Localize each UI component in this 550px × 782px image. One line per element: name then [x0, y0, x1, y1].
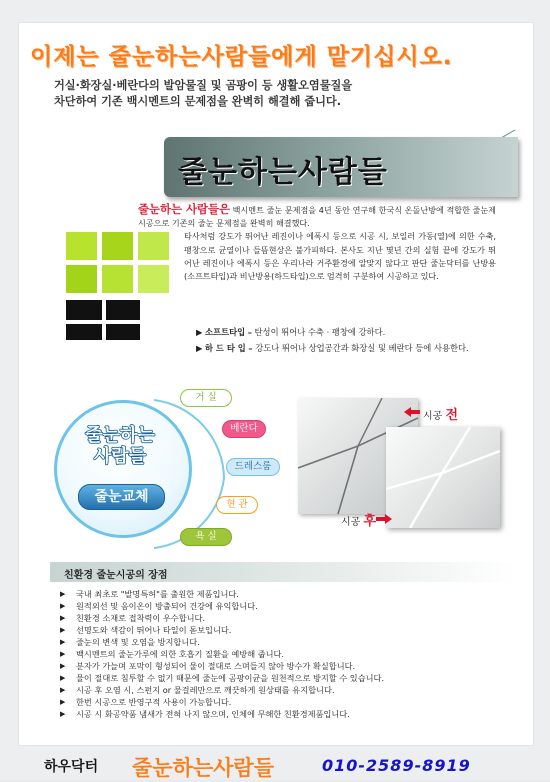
list-item: ▶ 물이 절대로 침투할 수 없기 때문에 줄눈에 곰팡이균을 원천적으로 방지할 수 있습니다. [58, 672, 518, 684]
area-entrance: 현 관 [216, 496, 258, 514]
intro-text [54, 78, 514, 110]
list-item: ▶ 시공 시 화공약품 냄새가 전혀 나지 않으며, 인체에 무해한 친환경제품입니다. [58, 708, 518, 720]
list-item: ▶ 원적외선 및 음이온이 방출되어 건강에 유익합니다. [58, 600, 518, 612]
list-item: ▶ 친환경 소재로 접착력이 우수합니다. [58, 612, 518, 624]
footer [44, 752, 524, 778]
after-label-text: 시공 [341, 517, 361, 528]
circle-title [70, 425, 170, 467]
area-veranda: 베란다 [222, 420, 266, 438]
type-hard: ▶ 하 드 타 입 – 강도나 뛰어나 상업공간과 화장실 및 베란다 등에 사용한다. [196, 342, 506, 355]
after-label [341, 510, 376, 529]
description [138, 203, 496, 283]
service-circle [54, 400, 192, 538]
joint-replace-badge: 줄눈교체 [78, 484, 165, 510]
before-label [423, 404, 458, 423]
before-mark: 전 [445, 408, 459, 423]
footer-brand: 하우닥터 [44, 759, 99, 775]
type-soft-label: 소프트타입 [205, 327, 246, 337]
area-living-room: 거 실 [180, 389, 232, 407]
description-p1: 백시멘트 줄눈 문제점을 4년 동안 연구해 한국식 온돌난방에 적합한 줄눈제시공으로 기존의 줄눈 문제점을 완벽히 해결했다. [138, 205, 496, 229]
type-soft: ▶ 소프트타입 – 탄성이 뛰어나 수축 · 팽창에 강하다. [196, 327, 386, 337]
arrow-right-icon [376, 514, 392, 524]
area-dressroom: 드레스룸 [226, 458, 280, 476]
benefits-list [58, 588, 518, 721]
type-hard-text: 강도나 뛰어나 상업공간과 화장실 및 베란다 등에 사용한다. [255, 343, 469, 353]
after-photo [386, 427, 500, 528]
footer-name: 줄눈하는사람들 [132, 756, 275, 780]
list-item: ▶ 줄눈의 변색 및 오염을 방지합니다. [58, 636, 518, 648]
circle-title-line-2: 사람들 [93, 446, 147, 467]
banner-title: 줄눈하는사람들 [178, 155, 388, 190]
list-item: ▶ 시공 후 오염 시, 스펀지 or 물걸레만으로 깨끗하게 원상태를 유지합니다. [58, 684, 518, 696]
list-item: ▶ 국내 최초로 "발명특허"를 출원한 제품입니다. [58, 588, 518, 600]
type-soft-text: 탄성이 뛰어나 수축 · 팽창에 강하다. [254, 327, 386, 337]
before-label-text: 시공 [423, 411, 443, 422]
list-item: ▶ 백시멘트의 줄눈가루에 의한 호흡기 질환을 예방해 줍니다. [58, 648, 518, 660]
description-lead: 줄눈하는 사람들은 [138, 202, 231, 216]
area-bathroom: 욕 실 [180, 528, 232, 546]
footer-phone: 010-2589-8919 [322, 756, 471, 775]
headline: 이제는 줄눈하는사람들에게 맡기십시오. [30, 44, 453, 70]
benefits-title: 친환경 줄눈시공의 장점 [64, 570, 168, 581]
list-item: ▶ 선명도와 색감이 뛰어나 타일이 돋보입니다. [58, 624, 518, 636]
intro-line-2: 차단하여 기존 백시멘트의 문제점을 완벽히 해결해 줍니다. [54, 95, 341, 108]
type-hard-label: 하 드 타 입 [205, 343, 246, 353]
list-item: ▶ 한번 시공으로 반영구적 사용이 가능합니다. [58, 696, 518, 708]
after-mark: 후 [363, 514, 377, 529]
description-p2: 타사처럼 강도가 뛰어난 레진이나 에폭시 등으로 시공 시, 보일러 가동(열)에 의한 수축, 팽창으로 균열이나 들뜸현상은 불가피하다. 본사도 지난 몇년 간의 실험 끝에 강도가 뛰어난 레진이나 에폭시 등은 우리나라 거주환경에 알맞지 않다고 판단 줄눈닥터를 난방용 (소프트타입)과 비난방용(하드타입)으로 엄격히 구분하여 시공하고 있다. [184, 231, 496, 282]
intro-line-1: 거실·화장실·베란다의 발암물질 및 곰팡이 등 생활오염물질을 [54, 79, 353, 92]
circle-title-line-1: 줄눈하는 [85, 425, 155, 446]
list-item: ▶ 분자가 가늘며 포막이 형성되어 물이 절대로 스며들지 않아 방수가 확실합니다. [58, 660, 518, 672]
arrow-left-icon [404, 407, 420, 417]
